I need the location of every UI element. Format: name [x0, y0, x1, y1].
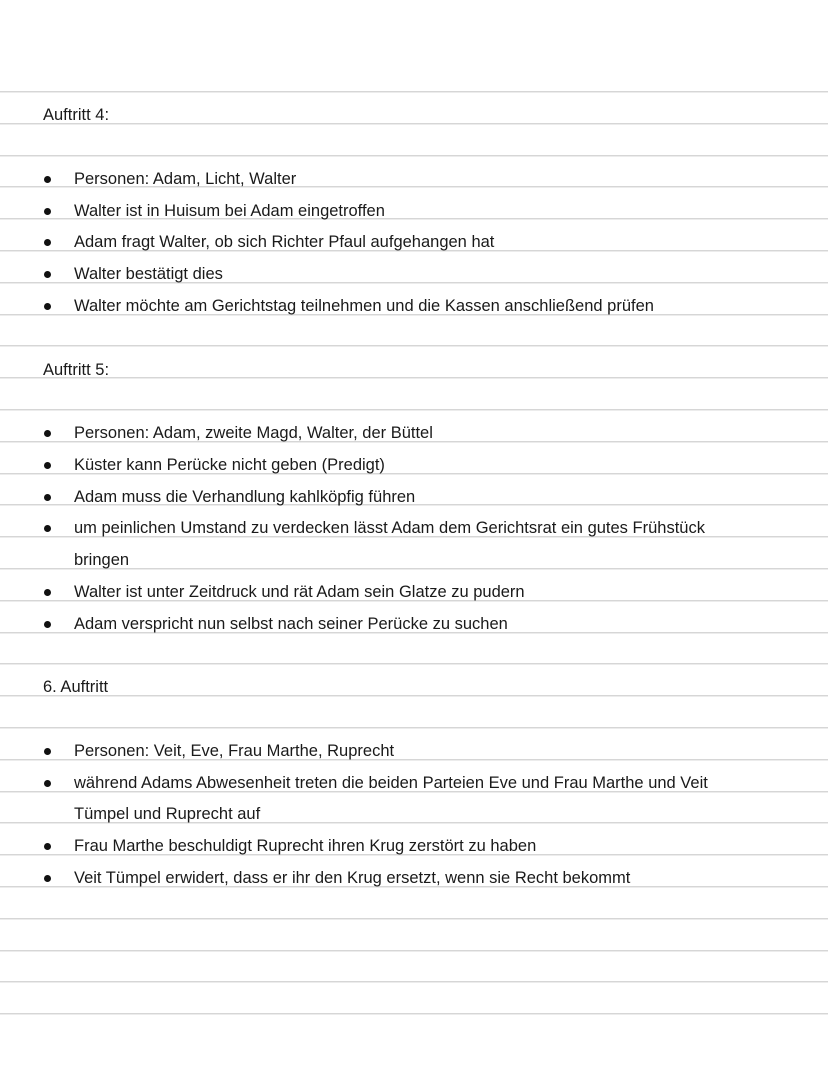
list-item	[0, 866, 828, 890]
list-item	[0, 421, 828, 445]
rule-line	[0, 91, 828, 92]
list-item	[0, 516, 828, 540]
bullet-icon	[42, 485, 52, 509]
list-item	[0, 739, 828, 763]
list-item-text: bringen	[74, 551, 130, 569]
list-item	[0, 612, 828, 636]
list-item-text: Walter bestätigt dies	[74, 265, 223, 283]
list-item-text: Veit Tümpel erwidert, dass er ihr den Krug ersetzt, wenn sie Recht bekommt	[74, 869, 631, 887]
bullet-icon	[42, 739, 52, 763]
bullet-icon	[42, 262, 52, 286]
list-item-text: Personen: Veit, Eve, Frau Marthe, Ruprecht	[74, 742, 395, 760]
list-item-text: Walter ist in Huisum bei Adam eingetroffen	[74, 202, 385, 220]
list-item-continuation	[0, 802, 828, 826]
bullet-icon	[42, 421, 52, 445]
bullet-icon	[42, 834, 52, 858]
rule-line	[0, 409, 828, 410]
list-item-text: Adam verspricht nun selbst nach seiner Perücke zu suchen	[74, 615, 508, 633]
list-item	[0, 834, 828, 858]
list-item	[0, 262, 828, 286]
list-item-text: Küster kann Perücke nicht geben (Predigt)	[74, 456, 385, 474]
bullet-icon	[42, 580, 52, 604]
bullet-icon	[42, 230, 52, 254]
heading-text: Auftritt 5:	[43, 361, 110, 379]
list-item-text: Adam muss die Verhandlung kahlköpfig führen	[74, 488, 416, 506]
heading-text: Auftritt 4:	[43, 106, 110, 124]
rule-line	[0, 1013, 828, 1014]
bullet-icon	[42, 516, 52, 540]
rule-line	[0, 345, 828, 346]
list-item	[0, 580, 828, 604]
list-item-text: Adam fragt Walter, ob sich Richter Pfaul aufgehangen hat	[74, 233, 495, 251]
bullet-icon	[42, 199, 52, 223]
section-heading-auftritt-6	[0, 675, 828, 699]
list-item-text: Personen: Adam, zweite Magd, Walter, der Büttel	[74, 424, 433, 442]
list-item-text: Personen: Adam, Licht, Walter	[74, 170, 297, 188]
list-item-text: um peinlichen Umstand zu verdecken lässt Adam dem Gerichtsrat ein gutes Frühstück	[74, 519, 705, 537]
list-item-text: Walter ist unter Zeitdruck und rät Adam sein Glatze zu pudern	[74, 583, 525, 601]
section-heading-auftritt-5	[0, 358, 828, 382]
rule-line	[0, 663, 828, 664]
bullet-icon	[42, 167, 52, 191]
bullet-icon	[42, 453, 52, 477]
rule-line	[0, 727, 828, 728]
list-item	[0, 453, 828, 477]
list-item	[0, 167, 828, 191]
rule-line	[0, 155, 828, 156]
list-item	[0, 199, 828, 223]
bullet-icon	[42, 294, 52, 318]
rule-line	[0, 981, 828, 982]
list-item-continuation	[0, 548, 828, 572]
list-item	[0, 230, 828, 254]
bullet-icon	[42, 771, 52, 795]
bullet-icon	[42, 612, 52, 636]
heading-text: 6. Auftritt	[43, 678, 109, 696]
list-item	[0, 485, 828, 509]
list-item-text: Tümpel und Ruprecht auf	[74, 805, 261, 823]
list-item	[0, 771, 828, 795]
rule-line	[0, 918, 828, 919]
list-item-text: Frau Marthe beschuldigt Ruprecht ihren Krug zerstört zu haben	[74, 837, 537, 855]
list-item-text: während Adams Abwesenheit treten die beiden Parteien Eve und Frau Marthe und Veit	[74, 774, 708, 792]
bullet-icon	[42, 866, 52, 890]
section-heading-auftritt-4	[0, 103, 828, 127]
list-item	[0, 294, 828, 318]
list-item-text: Walter möchte am Gerichtstag teilnehmen und die Kassen anschließend prüfen	[74, 297, 654, 315]
rule-line	[0, 950, 828, 951]
